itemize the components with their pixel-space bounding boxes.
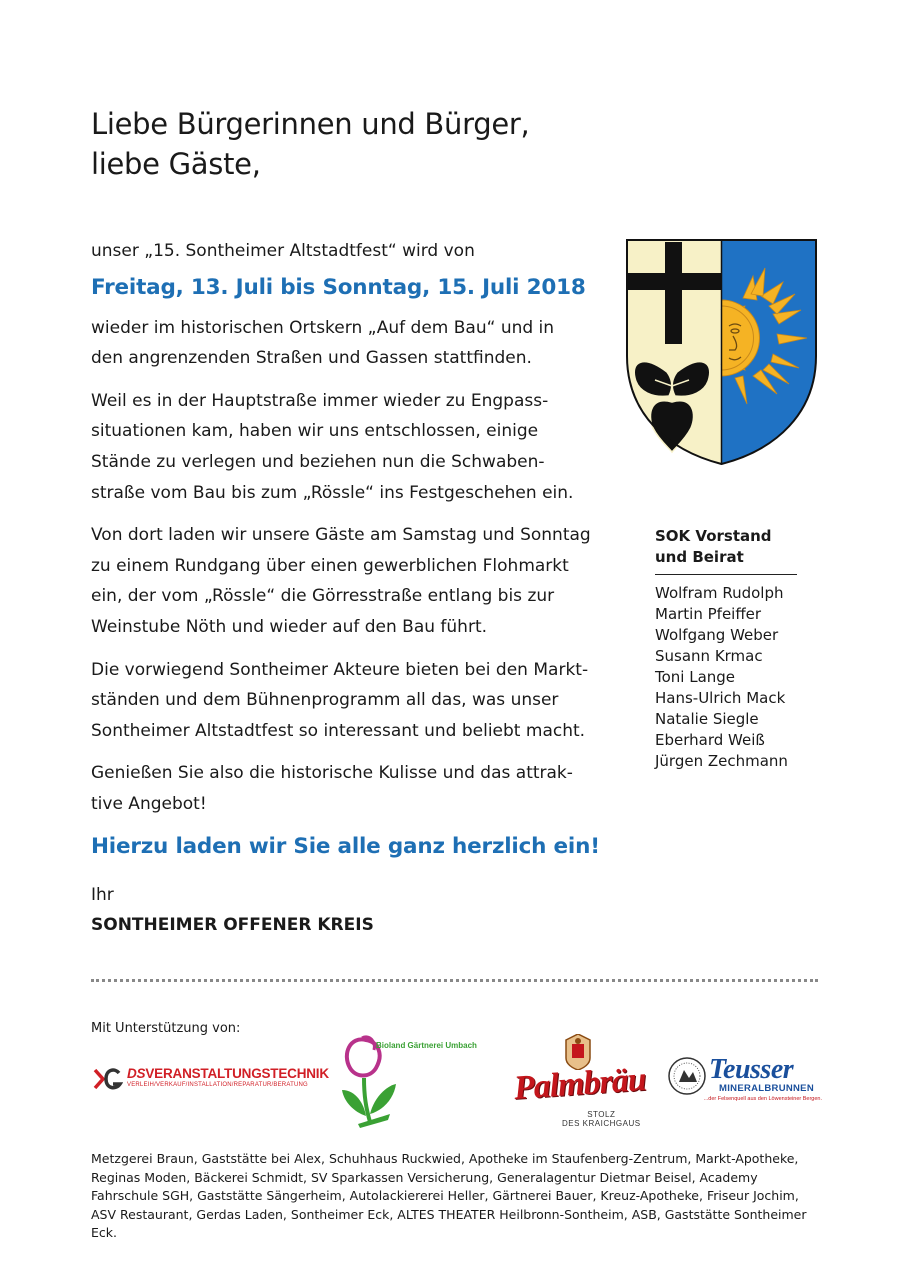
festival-dates: Freitag, 13. Juli bis Sonntag, 15. Juli 2018 [91,274,586,300]
board-heading-line-1: SOK Vorstand [655,527,772,545]
board-member: Hans-Ulrich Mack [655,689,786,707]
teusser-wordmark: Teusser [709,1054,794,1085]
ds-swoosh-icon [91,1066,123,1092]
ds-name-prefix: DS [127,1066,146,1081]
board-member: Eberhard Weiß [655,731,765,749]
board-sidebar [655,526,797,772]
teusser-seal-icon [667,1056,707,1096]
paragraph-location: wieder im historischen Ortskern „Auf dem Bau“ und in den angrenzenden Straßen und Gassen stattfinden. [91,317,555,369]
ds-veranstaltungstechnik-logo [91,1066,329,1094]
palmbraeu-logo [512,1034,647,1130]
letter-body [91,236,600,941]
palmbraeu-slogan [562,1110,641,1128]
palmbraeu-slogan-line-2: DES KRAICHGAUS [562,1119,641,1128]
bioland-umbach-logo [336,1034,496,1128]
teusser-subline: MINERALBRUNNEN [719,1083,814,1094]
paragraph-kulisse: Genießen Sie also die historische Kulisse und das attraktive Angebot! [91,763,573,814]
greeting [91,104,651,184]
board-member: Toni Lange [655,668,736,686]
ds-text [127,1066,329,1088]
paragraph-flohmarkt: Von dort laden wir unsere Gäste am Samstag und Sonntag zu einem Rundgang über einen gewerblichen Flohmarkt ein, der vom „Rössle“ die Görresstraße entlang bis zur Weinstube Nöth und wieder auf den Bau führt. [91,525,591,637]
intro-text: unser „15. Sontheimer Altstadtfest“ wird von [91,241,475,261]
board-member: Susann Krmac [655,647,763,665]
palmbraeu-wordmark: Palmbräu [512,1060,647,1107]
paragraph-schwabenstrasse: Weil es in der Hauptstraße immer wieder zu Engpasssituationen kam, haben wir uns entschlossen, einige Stände zu verlegen und beziehen nun die Schwabenstraße vom Bau bis zum „Rössle“ ins Festgeschehen ein. [91,390,574,503]
board-member: Martin Pfeiffer [655,605,762,623]
invitation-line: Hierzu laden wir Sie alle ganz herzlich ein! [91,833,600,859]
palmbraeu-slogan-line-1: STOLZ [587,1110,616,1119]
board-member-list [655,583,797,772]
board-member: Wolfgang Weber [655,626,779,644]
dotted-separator [91,979,818,982]
greeting-line-2: liebe Gäste, [91,147,261,181]
ds-name-main: VERANSTALTUNGSTECHNIK [145,1066,329,1081]
teusser-tagline: ...der Felsenquell aus den Löwensteiner Bergen. [703,1096,822,1102]
board-member: Jürgen Zechmann [655,752,788,770]
signature-organisation: SONTHEIMER OFFENER KREIS [91,915,374,936]
support-label: Mit Unterstützung von: [91,1021,241,1036]
signature-ihr: Ihr [91,884,114,905]
paragraph-akteure: Die vorwiegend Sontheimer Akteure bieten bei den Marktständen und dem Bühnenprogramm all das, was unser Sontheimer Altstadtfest so interessant und beliebt macht. [91,659,589,741]
board-member: Wolfram Rudolph [655,584,784,602]
board-heading [655,526,797,574]
sontheim-coat-of-arms-icon [625,238,818,466]
board-member: Natalie Siegle [655,710,759,728]
board-divider [655,574,797,575]
sponsor-list: Metzgerei Braun, Gaststätte bei Alex, Schuhhaus Ruckwied, Apotheke im Staufenberg-Zentrum, Markt-Apotheke, Reginas Moden, Bäckerei Schmidt, SV Sparkassen Versicherung, Generalagentur Dietmar Beisel, Academy Fahrschule SGH, Gaststätte Sängerheim, Autolackiererei Heller, Gärtnerei Bauer, Kreuz-Apotheke, Friseur Jochim, ASV Restaurant, Gerdas Laden, Sontheimer Eck, ALTES THEATER Heilbronn-Sontheim, ASB, Gaststätte Sontheimer Eck. [91,1151,807,1241]
board-heading-line-2: und Beirat [655,548,744,566]
bioland-text: Bioland Gärtnerei Umbach [376,1041,477,1050]
greeting-line-1: Liebe Bürgerinnen und Bürger, [91,107,530,141]
ds-name [127,1066,329,1081]
teusser-logo [667,1056,822,1106]
ds-subline: VERLEIH/VERKAUF/INSTALLATION/REPARATUR/BERATUNG [127,1082,308,1088]
